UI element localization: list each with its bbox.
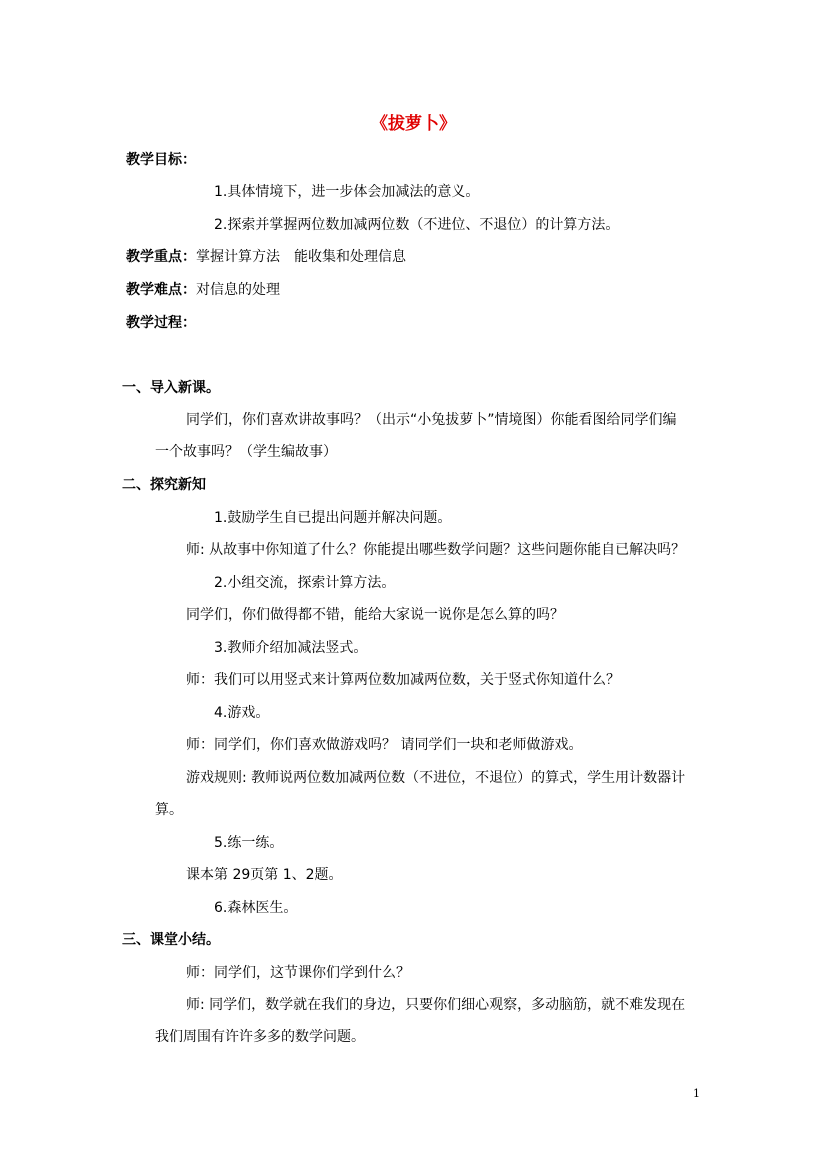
goal-item-2: 2.探索并掌握两位数加减两位数（不进位、不退位）的计算方法。 [214,217,620,233]
section2-step3: 3.教师介绍加减法竖式。 [214,640,368,656]
section1-heading: 一、导入新课。 [122,380,220,396]
section2-step4-teacher: 师：同学们，你们喜欢做游戏吗？ 请同学们一块和老师做游戏。 [186,737,583,753]
key-point-text: 掌握计算方法 能收集和处理信息 [196,249,406,265]
process-heading: 教学过程： [126,315,196,331]
section3-heading: 三、课堂小结。 [122,932,220,948]
section2-rules-line1: 游戏规则: 教师说两位数加减两位数（不进位，不退位）的算式，学生用计数器计 [186,770,686,786]
section2-heading: 二、探究新知 [122,477,206,493]
section2-step3-teacher: 师：我们可以用竖式来计算两位数加减两位数，关于竖式你知道什么？ [186,672,620,688]
section2-step5: 5.练一练。 [214,835,284,851]
section2-step1: 1.鼓励学生自已提出问题并解决问题。 [214,510,452,526]
section2-step2-teacher: 同学们，你们做得都不错，能给大家说一说你是怎么算的吗？ [186,607,564,623]
section3-line2a: 师: 同学们，数学就在我们的身边，只要你们细心观察，多动脑筋，就不难发现在 [186,997,686,1013]
section2-step2: 2.小组交流，探索计算方法。 [214,575,396,591]
section3-line1: 师：同学们，这节课你们学到什么？ [186,965,410,981]
goals-heading: 教学目标： [126,152,196,168]
key-point-row [126,247,406,267]
section2-step6: 6.森林医生。 [214,900,298,916]
goal-item-1: 1.具体情境下，进一步体会加减法的意义。 [214,184,480,200]
difficulty-row [126,280,280,300]
section2-rules-line2: 算。 [155,802,183,818]
difficulty-text: 对信息的处理 [196,282,280,298]
key-point-label: 教学重点： [126,249,196,265]
document-title: 《拔萝卜》 [371,114,456,134]
section1-para-line2: 一个故事吗？（学生编故事） [155,444,337,460]
section2-step5-text: 课本第 29页第 1、2题。 [186,867,343,883]
section1-para-line1: 同学们，你们喜欢讲故事吗？（出示“小兔拔萝卜”情境图）你能看图给同学们编 [186,412,677,428]
page-number: 1 [693,1087,700,1100]
section2-step4: 4.游戏。 [214,705,270,721]
difficulty-label: 教学难点： [126,282,196,298]
section2-step1-teacher: 师: 从故事中你知道了什么？你能提出哪些数学问题？这些问题你能自已解决吗？ [186,542,686,558]
section3-line2b: 我们周围有许许多多的数学问题。 [155,1029,365,1045]
